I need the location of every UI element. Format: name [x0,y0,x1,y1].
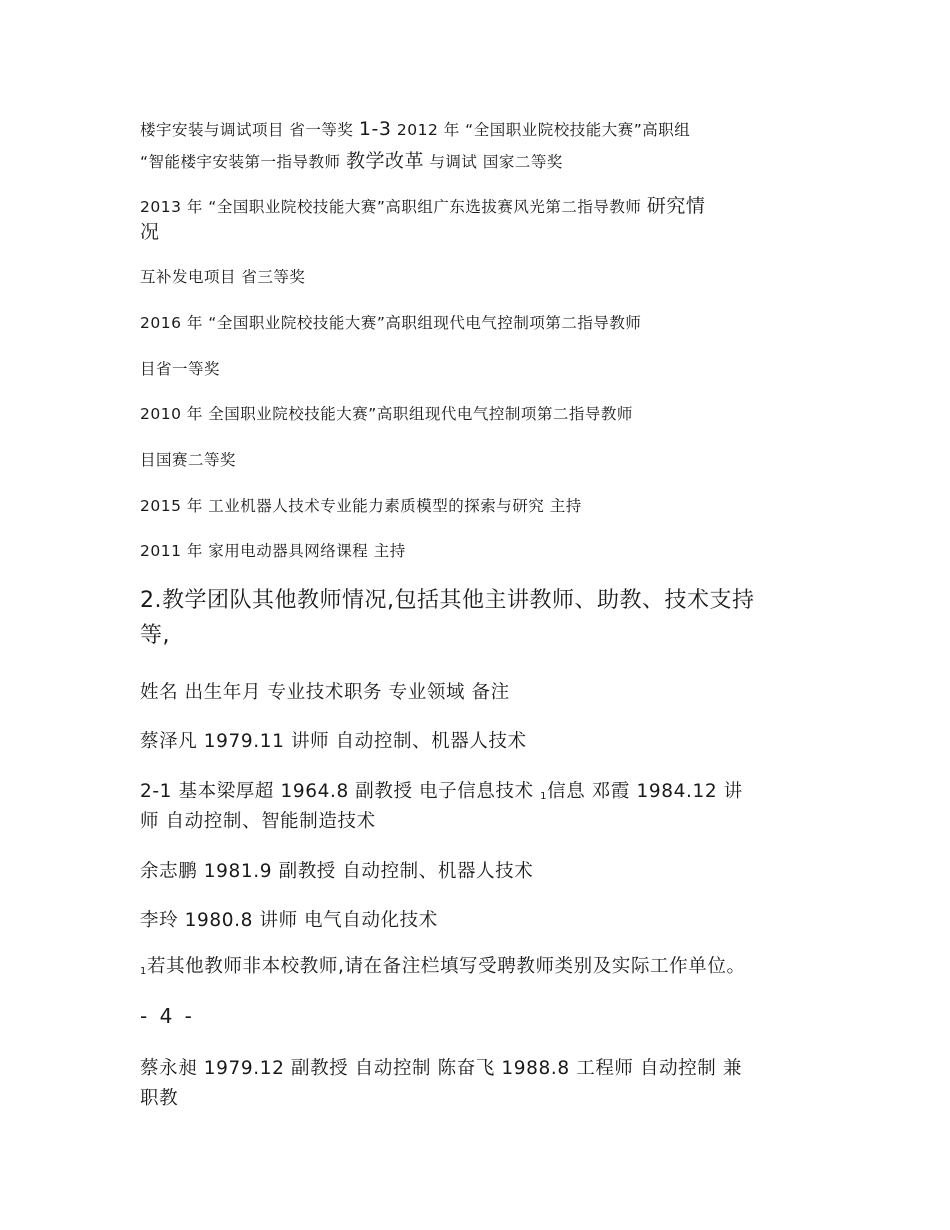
award-line-5: 2016 年 “全国职业院校技能大赛”高职组现代电气控制项第二指导教师 [140,314,642,332]
page-number: - 4 - [140,1004,195,1028]
section-label-teaching-reform: 教学改革 [345,150,424,172]
award-line-6: 目省一等奖 [140,360,221,378]
team-row: 余志鹏 1981.9 副教授 自动控制、机器人技术 [140,861,534,882]
award-line-1 [140,118,820,140]
team-row-wrap: 师 自动控制、智能制造技术 [140,811,376,832]
award-line-2 [140,146,820,173]
team-row: 蔡泽凡 1979.11 讲师 自动控制、机器人技术 [140,731,527,752]
footnote-reference: 1 [540,791,548,802]
section-label-research: 研究情 [646,195,706,217]
footnote [140,952,820,978]
section-heading-wrap: 等, [140,623,170,648]
award-line-8: 目国赛二等奖 [140,451,237,469]
team-row-wrap: 职教 [140,1088,179,1109]
award-text: “智能楼宇安装第一指导教师 [140,153,341,171]
research-line-1: 2015 年 工业机器人技术专业能力素质模型的探索与研究 主持 [140,497,582,515]
team-row-text: 2-1 基本梁厚超 1964.8 副教授 电子信息技术 [140,781,534,802]
section-heading: 2.教学团队其他教师情况,包括其他主讲教师、助教、技术支持 [140,588,755,613]
award-text: 楼宇安装与调试项目 省一等奖 [140,121,354,139]
team-row [140,777,820,803]
team-row: 李玲 1980.8 讲师 电气自动化技术 [140,910,438,931]
award-line-4: 互补发电项目 省三等奖 [140,268,306,286]
award-text: 与调试 国家二等奖 [429,153,563,171]
award-line-7: 2010 年 全国职业院校技能大赛”高职组现代电气控制项第二指导教师 [140,405,633,423]
footnote-text: 若其他教师非本校教师,请在备注栏填写受聘教师类别及实际工作单位。 [146,956,746,977]
award-line-3-wrap: 况 [140,221,160,243]
award-code: 1-3 [358,118,392,140]
team-row: 蔡永昶 1979.12 副教授 自动控制 陈奋飞 1988.8 工程师 自动控制 兼 [140,1058,742,1079]
award-text: 2013 年 “全国职业院校技能大赛”高职组广东选拔赛风光第二指导教师 [140,198,642,216]
footnote-mark: 1 [140,966,147,977]
award-text: 2012 年 “全国职业院校技能大赛”高职组 [396,121,691,139]
team-table-header: 姓名 出生年月 专业技术职务 专业领域 备注 [140,682,510,703]
award-line-3 [140,191,820,218]
team-row-text: 信息 邓霞 1984.12 讲 [547,781,743,802]
research-line-2: 2011 年 家用电动器具网络课程 主持 [140,542,406,560]
